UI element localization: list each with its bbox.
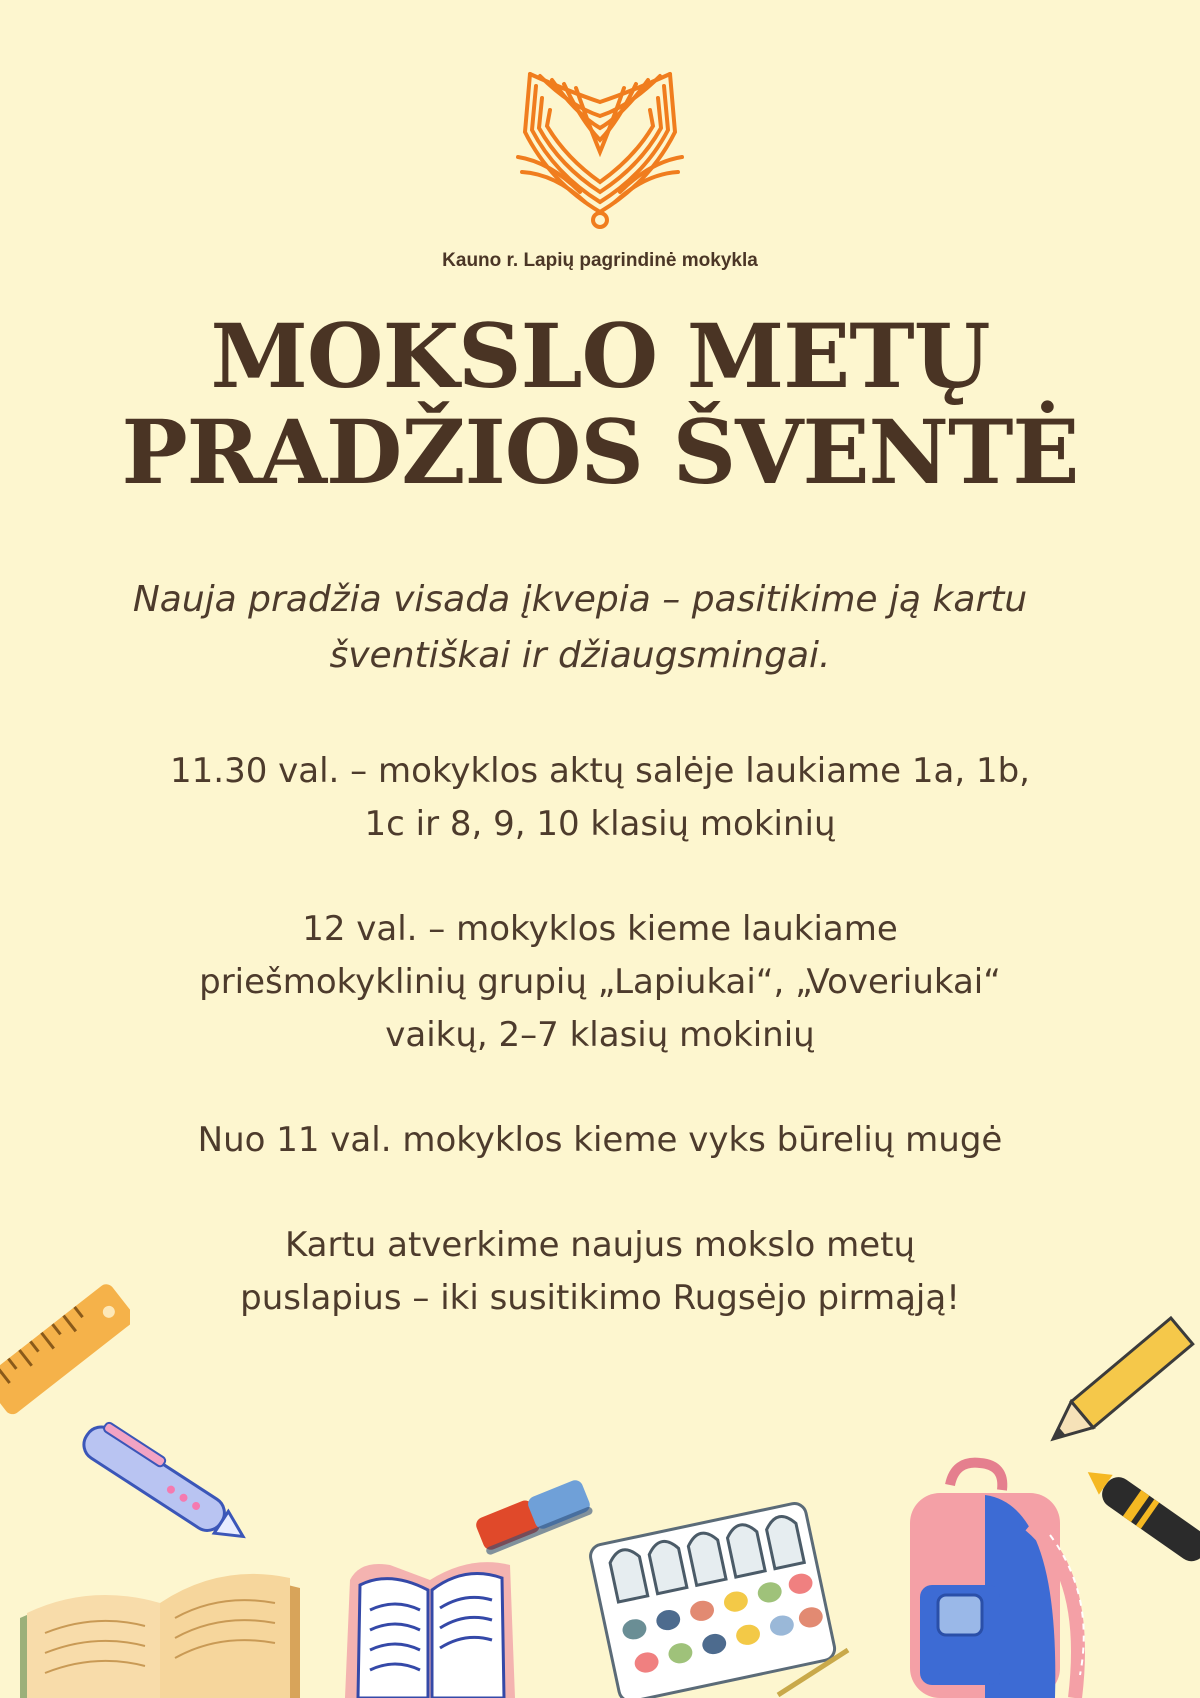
schedule bbox=[0, 745, 1200, 1377]
title-line-1: MOKSLO METŲ bbox=[210, 304, 990, 408]
backpack-icon bbox=[890, 1455, 1100, 1698]
schedule-item: Nuo 11 val. mokyklos kieme vyks būrelių mugė bbox=[197, 1120, 1003, 1160]
eraser-icon bbox=[468, 1470, 598, 1560]
tagline bbox=[0, 572, 1160, 684]
tagline-line-2: šventiškai ir džiaugsmingai. bbox=[329, 635, 831, 676]
fountain-pen-icon bbox=[1085, 1450, 1200, 1580]
schedule-item: 12 val. – mokyklos kieme laukiame priešmokyklinių grupių „Lapiukai“, „Voveriukai“ vaikų, 2–7 klasių mokinių bbox=[199, 909, 1001, 1055]
title-line-2: PRADŽIOS ŠVENTĖ bbox=[121, 400, 1079, 504]
closing-text: Kartu atverkime naujus mokslo metų puslapius – iki susitikimo Rugsėjo pirmąją! bbox=[240, 1225, 960, 1318]
fox-logo-icon bbox=[510, 62, 690, 232]
pencil-icon bbox=[1050, 1300, 1200, 1460]
tagline-line-1: Nauja pradžia visada įkvepia – pasitikime ją kartu bbox=[132, 579, 1028, 620]
schedule-item: 11.30 val. – mokyklos aktų salėje laukiame 1a, 1b, 1c ir 8, 9, 10 klasių mokinių bbox=[170, 751, 1030, 844]
open-book-icon bbox=[15, 1548, 305, 1698]
page-title bbox=[0, 304, 1200, 504]
paint-palette-icon bbox=[588, 1480, 858, 1698]
notebook-icon bbox=[340, 1550, 520, 1698]
pen-icon bbox=[62, 1405, 262, 1565]
school-name: Kauno r. Lapių pagrindinė mokykla bbox=[442, 250, 758, 271]
